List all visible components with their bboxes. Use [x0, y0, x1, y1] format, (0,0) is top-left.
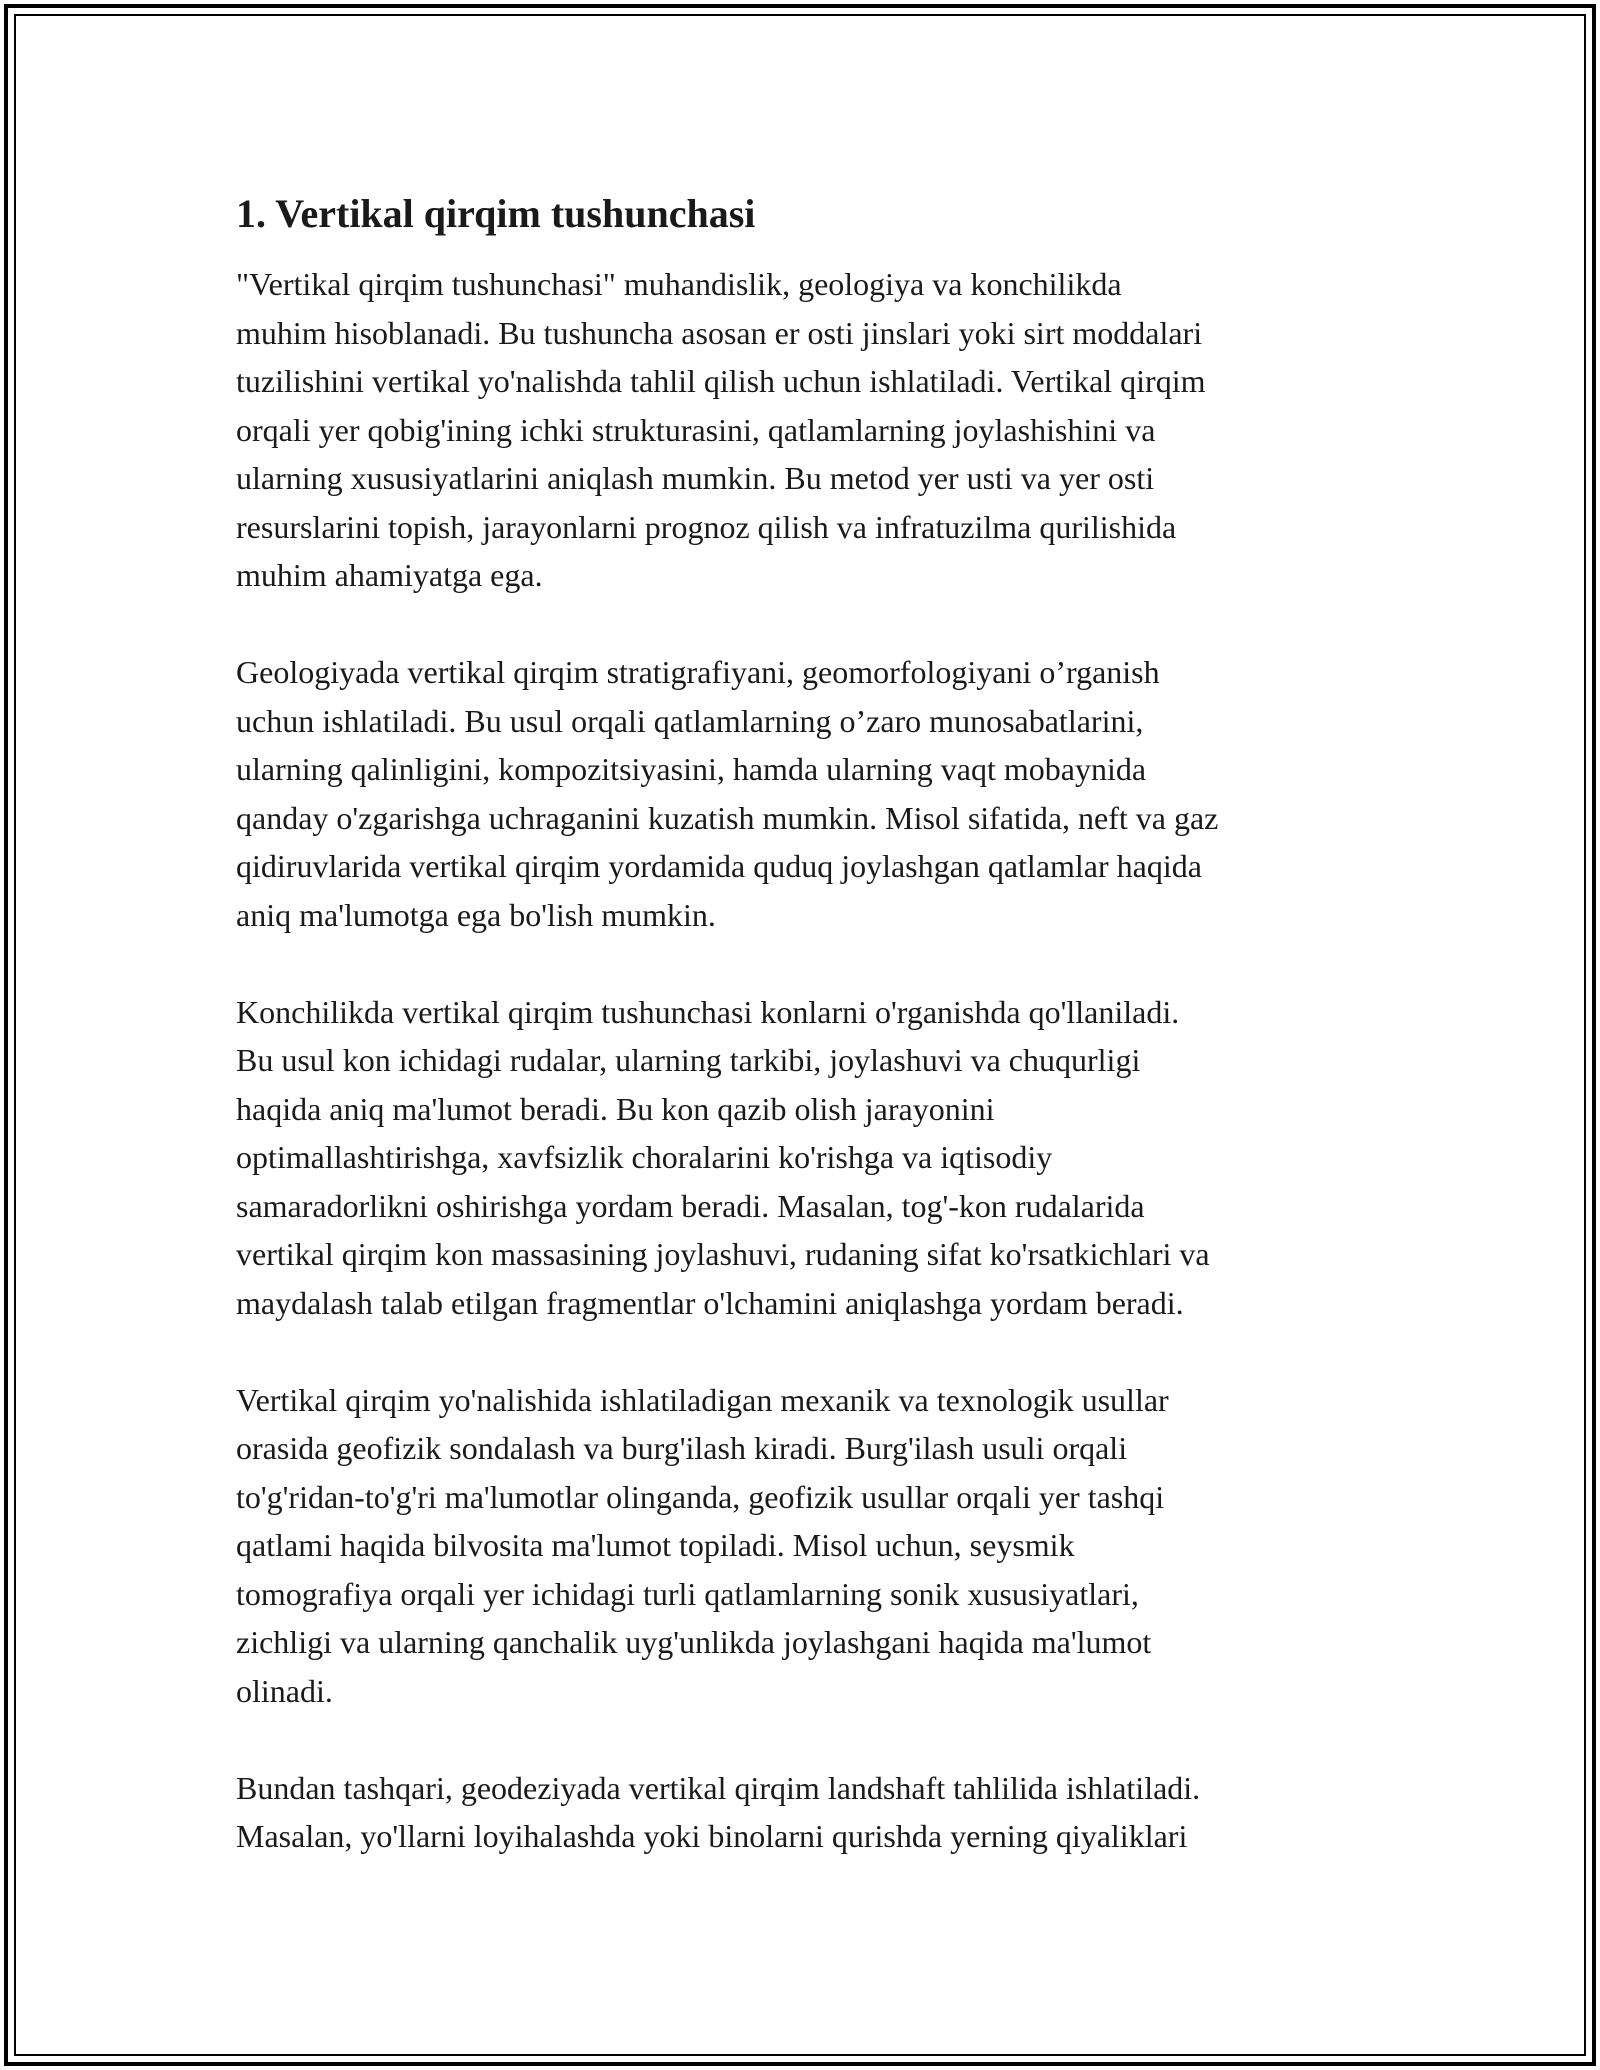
paragraph-4 — [236, 1376, 1376, 1716]
section-title: 1. Vertikal qirqim tushunchasi — [236, 191, 756, 236]
paragraph-line: ularning qalinligini, kompozitsiyasini, hamda ularning vaqt mobaynida — [236, 751, 1147, 787]
paragraph-line: qidiruvlarida vertikal qirqim yordamida quduq joylashgan qatlamlar haqida — [236, 848, 1202, 884]
paragraph-2 — [236, 648, 1376, 939]
paragraph-line: samaradorlikni oshirishga yordam beradi. Masalan, tog'-kon rudalarida — [236, 1187, 1145, 1224]
paragraph-1 — [236, 260, 1376, 600]
paragraph-line: muhim hisoblanadi. Bu tushuncha asosan er osti jinslari yoki sirt moddalari — [236, 314, 1203, 351]
paragraph-line: vertikal qirqim kon massasining joylashuvi, rudaning sifat ko'rsatkichlari va — [236, 1236, 1210, 1272]
paragraph-line: optimallashtirishga, xavfsizlik choralarini ko'rishga va iqtisodiy — [236, 1139, 1053, 1175]
paragraph-line: muhim ahamiyatga ega. — [236, 557, 543, 593]
paragraph-line: Geologiyada vertikal qirqim stratigrafiyani, geomorfologiyani o’rganish — [236, 654, 1160, 690]
paragraph-line: Bu usul kon ichidagi rudalar, ularning tarkibi, joylashuvi va chuqurligi — [236, 1042, 1141, 1078]
paragraph-line: to'g'ridan-to'g'ri ma'lumotlar olinganda, geofizik usullar orqali yer tashqi — [236, 1478, 1165, 1515]
paragraph-5 — [236, 1764, 1376, 1861]
paragraph-line: qatlami haqida bilvosita ma'lumot topiladi. Misol uchun, seysmik — [236, 1527, 1075, 1563]
paragraph-line: aniq ma'lumotga ega bo'lish mumkin. — [236, 896, 716, 933]
paragraph-line: tomografiya orqali yer ichidagi turli qatlamlarning sonik xususiyatlari, — [236, 1575, 1139, 1612]
paragraph-line: Bundan tashqari, geodeziyada vertikal qirqim landshaft tahlilida ishlatiladi. — [236, 1769, 1201, 1806]
document-body — [236, 186, 1376, 1909]
paragraph-line: uchun ishlatiladi. Bu usul orqali qatlamlarning o’zaro munosabatlarini, — [236, 702, 1144, 739]
paragraph-line: olinadi. — [236, 1672, 333, 1709]
paragraph-3 — [236, 988, 1376, 1328]
paragraph-line: "Vertikal qirqim tushunchasi" muhandislik, geologiya va konchilikda — [236, 266, 1122, 302]
paragraph-line: maydalash talab etilgan fragmentlar o'lchamini aniqlashga yordam beradi. — [236, 1284, 1184, 1321]
paragraph-line: Konchilikda vertikal qirqim tushunchasi konlarni o'rganishda qo'llaniladi. — [236, 993, 1180, 1030]
paragraph-line: orasida geofizik sondalash va burg'ilash kiradi. Burg'ilash usuli orqali — [236, 1430, 1128, 1466]
paragraph-line: Vertikal qirqim yo'nalishida ishlatiladigan mexanik va texnologik usullar — [236, 1381, 1169, 1418]
paragraph-line: resurslarini topish, jarayonlarni prognoz qilish va infratuzilma qurilishida — [236, 508, 1177, 545]
paragraph-line: qanday o'zgarishga uchraganini kuzatish mumkin. Misol sifatida, neft va gaz — [236, 799, 1219, 836]
paragraph-line: haqida aniq ma'lumot beradi. Bu kon qazib olish jarayonini — [236, 1090, 995, 1127]
paragraph-line: Masalan, yo'llarni loyihalashda yoki binolarni qurishda yerning qiyaliklari — [236, 1818, 1188, 1854]
paragraph-line: orqali yer qobig'ining ichki strukturasini, qatlamlarning joylashishini va — [236, 411, 1156, 448]
paragraph-line: ularning xususiyatlarini aniqlash mumkin. Bu metod yer usti va yer osti — [236, 460, 1155, 496]
paragraph-line: tuzilishini vertikal yo'nalishda tahlil qilish uchun ishlatiladi. Vertikal qirqim — [236, 363, 1206, 399]
paragraph-line: zichligi va ularning qanchalik uyg'unlikda joylashgani haqida ma'lumot — [236, 1624, 1152, 1660]
